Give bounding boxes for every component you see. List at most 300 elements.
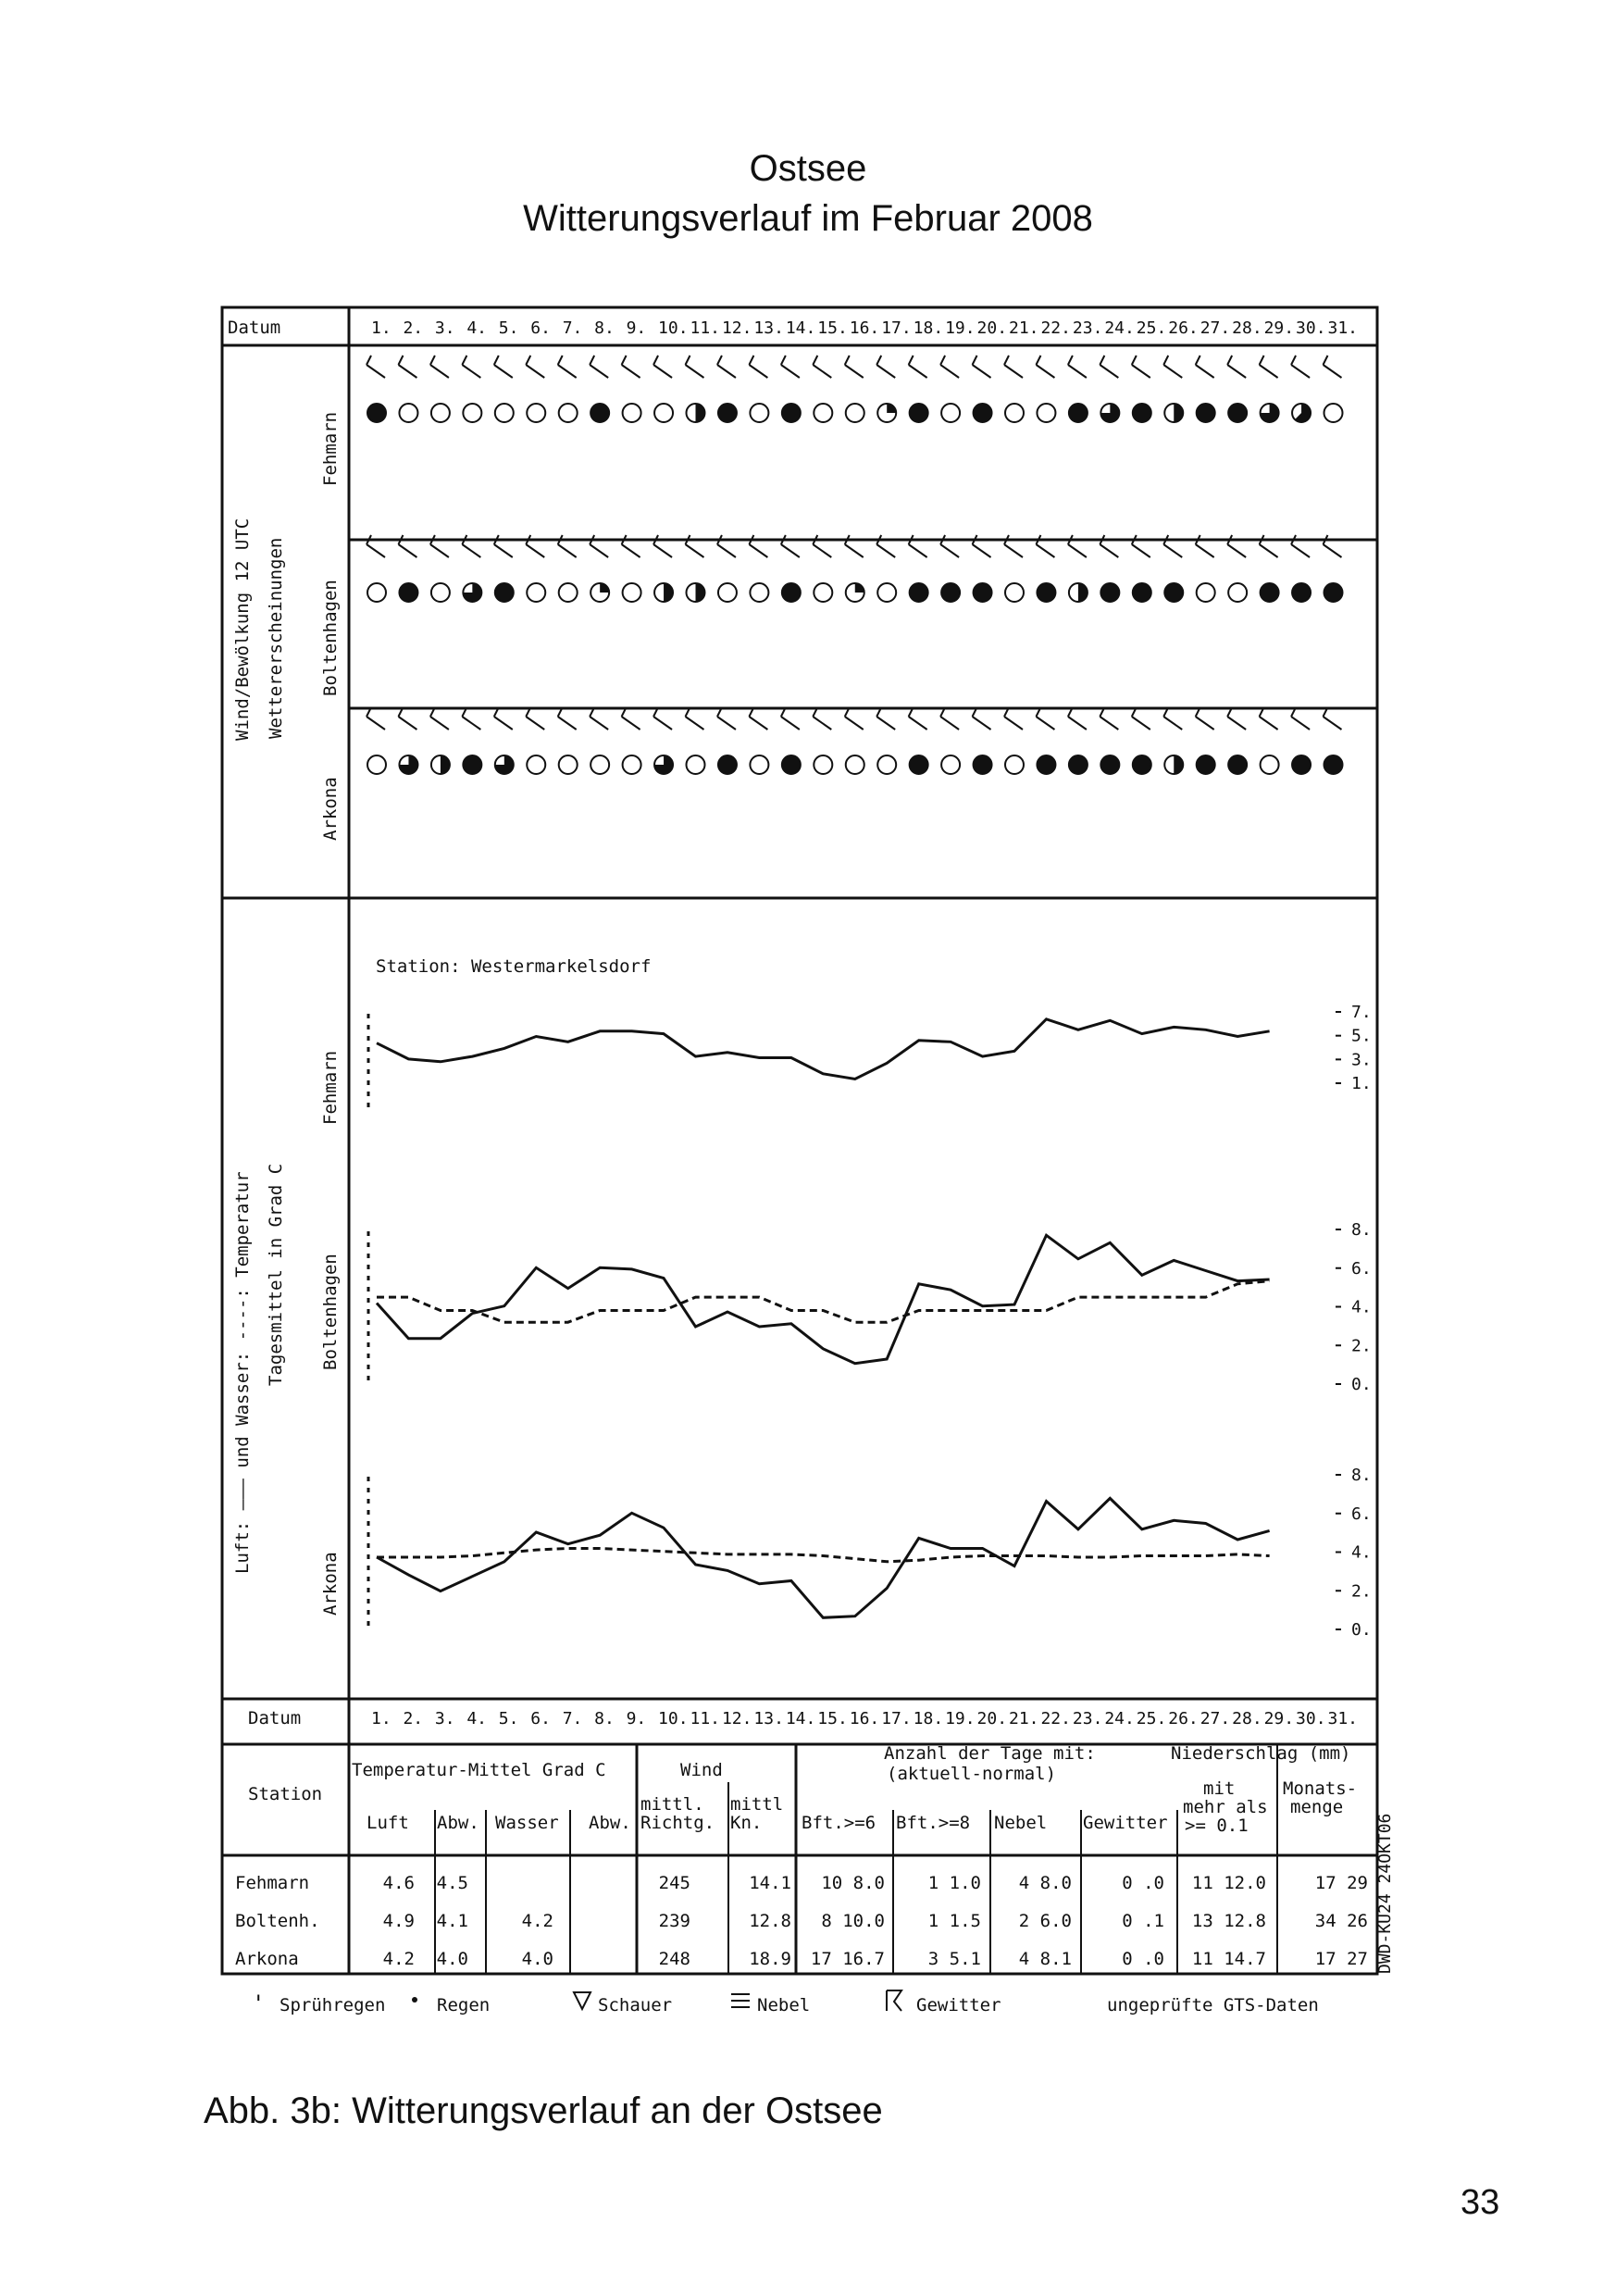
day-label: 30. (1296, 318, 1326, 338)
day-label: 17. (881, 1709, 912, 1728)
day-label: 15. (817, 318, 848, 338)
day-label: 17. (881, 318, 912, 338)
fog-symbol-icon (731, 1994, 750, 2007)
cloud-cover-icon (623, 404, 641, 422)
wind-barb-icon (781, 707, 800, 730)
wind-barb-icon (622, 707, 640, 730)
day-label: 19. (945, 318, 976, 338)
wind-barb-icon (1163, 356, 1182, 378)
group-days-2: (aktuell-normal) (887, 1764, 1057, 1784)
day-label: 5. (498, 1709, 519, 1728)
cloud-cover-icon (1005, 583, 1024, 602)
cloud-cover-icon (750, 755, 768, 774)
day-label: 12. (721, 1709, 752, 1728)
cell-station: Fehmarn (235, 1873, 310, 1893)
day-label: 26. (1168, 318, 1199, 338)
wind-barb-icon (1324, 356, 1342, 378)
cloud-cover-icon (1324, 755, 1343, 774)
cloud-cover-icon (877, 583, 896, 602)
cloud-cover-icon (687, 583, 705, 602)
cloud-cover-icon (431, 404, 450, 422)
legend-spruehregen: Sprühregen (280, 1995, 386, 2015)
wind-barb-icon (1291, 707, 1310, 730)
day-label: 22. (1040, 318, 1071, 338)
day-label: 13. (753, 318, 784, 338)
day-label: 23. (1072, 1709, 1103, 1728)
figure-caption: Abb. 3b: Witterungsverlauf an der Ostsee (204, 2090, 883, 2131)
cloud-cover-icon (495, 583, 514, 602)
wind-barb-icon (558, 707, 577, 730)
day-label: 20. (976, 1709, 1008, 1728)
cloud-cover-icon (1100, 583, 1119, 602)
day-label: 21. (1009, 1709, 1039, 1728)
cloud-cover-icon (559, 755, 578, 774)
wind-barb-icon (1163, 707, 1182, 730)
cloud-cover-icon (1292, 404, 1311, 422)
cloud-cover-icon (782, 755, 801, 774)
temp-section-label: Luft: ——— und Wasser: ----: Temperatur (232, 1171, 253, 1574)
day-label: 22. (1040, 1709, 1071, 1728)
wind-barb-icon (1036, 356, 1054, 378)
cloud-cover-icon (814, 404, 832, 422)
cloud-cover-icon (1292, 583, 1311, 602)
day-label: 7. (562, 1709, 583, 1728)
wind-barb-icon (940, 707, 959, 730)
y-tick-label: 5. (1351, 1026, 1372, 1046)
cloud-cover-icon (941, 404, 960, 422)
cloud-cover-icon (974, 404, 992, 422)
wind-barb-icon (1196, 707, 1214, 730)
temp-section-sublabel: Tagesmittel in Grad C (266, 1163, 286, 1386)
cloud-cover-icon (367, 404, 386, 422)
wind-barb-icon (973, 356, 991, 378)
cloud-cover-icon (399, 404, 417, 422)
cloud-cover-icon (463, 755, 481, 774)
cloud-cover-icon (718, 755, 737, 774)
wind-barb-icon (462, 356, 480, 378)
cell-richtg: 245 (658, 1873, 690, 1893)
day-label: 4. (466, 318, 488, 338)
cloud-cover-icon (590, 755, 609, 774)
chart-subtitle: Witterungsverlauf im Februar 2008 (523, 198, 1093, 239)
wind-barb-icon (367, 356, 385, 378)
cell-luft: 4.2 (382, 1949, 415, 1969)
cloud-cover-icon (431, 755, 450, 774)
wind-barb-icon (813, 356, 831, 378)
day-label: 29. (1263, 318, 1295, 338)
wind-barb-icon (653, 707, 672, 730)
cloud-cover-icon (431, 583, 450, 602)
sub-gewitter: Gewitter (1083, 1813, 1168, 1833)
wind-barb-icon (1068, 707, 1087, 730)
day-label: 6. (530, 318, 551, 338)
legend-gewitter: Gewitter (916, 1995, 1001, 2015)
wind-section-sublabel: Wettererscheinungen (266, 537, 286, 739)
datum-label-bottom: Datum (248, 1708, 302, 1728)
wind-barb-icon (876, 356, 895, 378)
day-label: 29. (1263, 1709, 1295, 1728)
cloud-cover-icon (654, 755, 673, 774)
cloud-cover-icon (941, 583, 960, 602)
sub-richtg-1: mittl. (640, 1794, 704, 1815)
cloud-cover-icon (527, 583, 545, 602)
cloud-cover-icon (1261, 755, 1279, 774)
cloud-cover-icon (495, 755, 514, 774)
cloud-cover-icon (1100, 404, 1119, 422)
cell-mit: 13 12.8 (1191, 1911, 1266, 1931)
series-line-luft (377, 1235, 1270, 1363)
cloud-cover-icon (877, 755, 896, 774)
temp-station-boltenhagen: Boltenhagen (320, 1254, 341, 1370)
day-label: 30. (1296, 1709, 1326, 1728)
cloud-cover-icon (750, 404, 768, 422)
cloud-cover-icon (1197, 583, 1215, 602)
y-tick-label: 6. (1351, 1504, 1372, 1524)
y-tick-label: 7. (1351, 1003, 1372, 1022)
cell-mit: 11 14.7 (1191, 1949, 1266, 1969)
cloud-cover-icon (1324, 583, 1343, 602)
day-label: 2. (403, 1709, 424, 1728)
cell-bft8: 1 1.0 (927, 1873, 981, 1893)
wind-barb-icon (1004, 707, 1023, 730)
legend-schauer: Schauer (598, 1995, 673, 2015)
cell-mit: 11 12.0 (1191, 1873, 1266, 1893)
cell-station: Boltenh. (235, 1911, 320, 1931)
day-label: 23. (1072, 318, 1103, 338)
wind-barb-icon (1227, 707, 1246, 730)
wind-barb-icon (940, 356, 959, 378)
day-label: 20. (976, 318, 1008, 338)
cloud-cover-icon (1005, 755, 1024, 774)
day-label: 19. (945, 1709, 976, 1728)
sub-mit-3: >= 0.1 (1185, 1816, 1249, 1836)
cell-kn: 12.8 (749, 1911, 791, 1931)
cloud-cover-icon (750, 583, 768, 602)
upper-frame (222, 307, 1377, 1744)
group-temp: Temperatur-Mittel Grad C (352, 1760, 606, 1780)
day-label: 10. (658, 1709, 689, 1728)
wind-barb-icon (1260, 707, 1278, 730)
wind-barb-icon (686, 707, 704, 730)
cloud-cover-icon (623, 583, 641, 602)
cloud-cover-icon (399, 583, 417, 602)
wind-barb-icon (494, 707, 513, 730)
y-tick-label: 4. (1351, 1297, 1372, 1317)
day-label: 18. (913, 318, 944, 338)
day-label: 31. (1327, 318, 1359, 338)
day-label: 26. (1168, 1709, 1199, 1728)
sub-monats-1: Monats- (1283, 1778, 1358, 1799)
y-tick-label: 4. (1351, 1542, 1372, 1563)
wind-barb-icon (749, 356, 767, 378)
cloud-cover-icon (1069, 583, 1088, 602)
cloud-cover-icon (941, 755, 960, 774)
wind-barb-icon (462, 707, 480, 730)
sub-mit-2: mehr als (1183, 1797, 1268, 1817)
wind-barb-icon (781, 356, 800, 378)
day-label: 9. (626, 318, 647, 338)
cell-bft6: 10 8.0 (821, 1873, 885, 1893)
wind-barb-icon (686, 356, 704, 378)
wind-barb-icon (1196, 356, 1214, 378)
day-label: 11. (690, 318, 721, 338)
station-note: Station: Westermarkelsdorf (376, 956, 652, 977)
group-days-1: Anzahl der Tage mit: (884, 1743, 1096, 1764)
wind-barb-icon (909, 356, 927, 378)
cell-wasser: 4.0 (521, 1949, 553, 1969)
wind-barb-icon (1132, 707, 1150, 730)
cloud-cover-icon (654, 404, 673, 422)
wind-barb-icon (749, 707, 767, 730)
cloud-cover-icon (846, 583, 864, 602)
cell-richtg: 239 (658, 1911, 690, 1931)
cloud-cover-icon (877, 404, 896, 422)
cloud-cover-icon (846, 755, 864, 774)
wind-barb-icon (1132, 356, 1150, 378)
cell-bft6: 8 10.0 (821, 1911, 885, 1931)
wind-barb-icon (1291, 356, 1310, 378)
cloud-cover-icon (1133, 583, 1151, 602)
day-label: 3. (434, 318, 455, 338)
cell-bft6: 17 16.7 (810, 1949, 885, 1969)
legend-nebel: Nebel (757, 1995, 811, 2015)
cloud-cover-icon (623, 755, 641, 774)
wind-barb-icon (717, 707, 736, 730)
day-label: 9. (626, 1709, 647, 1728)
wind-barb-icon (845, 356, 864, 378)
day-label: 28. (1232, 1709, 1262, 1728)
day-label: 16. (849, 318, 880, 338)
cloud-cover-icon (1133, 404, 1151, 422)
wind-barb-icon (590, 356, 608, 378)
cell-abw: 4.1 (436, 1911, 468, 1931)
cloud-cover-icon (590, 404, 609, 422)
cell-luft: 4.6 (382, 1873, 415, 1893)
cloud-cover-icon (910, 404, 928, 422)
day-label: 25. (1136, 1709, 1167, 1728)
cell-gewitter: 0 .0 (1122, 1873, 1164, 1893)
day-label: 11. (690, 1709, 721, 1728)
wind-barb-icon (430, 356, 449, 378)
cloud-cover-icon (367, 583, 386, 602)
wind-barb-icon (1260, 356, 1278, 378)
wind-barb-icon (526, 356, 544, 378)
day-label: 27. (1200, 1709, 1231, 1728)
day-label: 2. (403, 318, 424, 338)
cloud-cover-icon (687, 755, 705, 774)
cloud-cover-icon (1197, 404, 1215, 422)
day-label: 3. (434, 1709, 455, 1728)
datum-label-top: Datum (228, 318, 281, 338)
y-tick-label: 8. (1351, 1466, 1372, 1485)
cloud-cover-icon (1069, 404, 1088, 422)
sub-nebel: Nebel (994, 1813, 1048, 1833)
day-label: 7. (562, 318, 583, 338)
day-label: 8. (594, 1709, 615, 1728)
cloud-cover-icon (1164, 755, 1183, 774)
wind-barb-icon (1036, 707, 1054, 730)
day-label: 12. (721, 318, 752, 338)
cloud-cover-icon (463, 404, 481, 422)
y-tick-label: 2. (1351, 1336, 1372, 1356)
sub-kn-1: mittl (730, 1794, 784, 1815)
day-label: 10. (658, 318, 689, 338)
wind-barb-icon (622, 356, 640, 378)
wind-barb-icon (909, 707, 927, 730)
cloud-cover-icon (687, 404, 705, 422)
day-label: 24. (1104, 318, 1135, 338)
wind-barb-icon (1227, 356, 1246, 378)
cell-nebel: 2 6.0 (1018, 1911, 1072, 1931)
cloud-cover-icon (910, 583, 928, 602)
wind-station-arkona: Arkona (320, 777, 341, 841)
cloud-cover-icon (1197, 755, 1215, 774)
cell-bft8: 1 1.5 (927, 1911, 981, 1931)
cell-nebel: 4 8.0 (1018, 1873, 1072, 1893)
sub-bft6: Bft.>=6 (802, 1813, 876, 1833)
wind-barb-icon (1100, 707, 1118, 730)
wind-station-fehmarn: Fehmarn (320, 411, 341, 486)
sub-kn-2: Kn. (730, 1813, 763, 1833)
cloud-cover-icon (1037, 755, 1055, 774)
cell-kn: 18.9 (749, 1949, 791, 1969)
cloud-cover-icon (718, 404, 737, 422)
legend (252, 1990, 1319, 2016)
cloud-cover-icon (1037, 404, 1055, 422)
sub-richtg-2: Richtg. (640, 1813, 715, 1833)
cloud-cover-icon (910, 755, 928, 774)
day-label: 21. (1009, 318, 1039, 338)
cell-station: Arkona (235, 1949, 299, 1969)
y-tick-label: 8. (1351, 1220, 1372, 1240)
sub-luft: Luft (367, 1813, 409, 1833)
day-labels-top (371, 318, 1358, 338)
cell-nebel: 4 8.1 (1018, 1949, 1072, 1969)
series-line-luft (377, 1019, 1270, 1079)
cloud-cover-icon (1261, 583, 1279, 602)
cloud-cover-icon (718, 583, 737, 602)
cell-menge: 34 26 (1314, 1911, 1368, 1931)
wind-barb-icon (558, 356, 577, 378)
cloud-cover-icon (1228, 583, 1247, 602)
cloud-cover-icon (1324, 404, 1343, 422)
cell-luft: 4.9 (382, 1911, 415, 1931)
wind-barb-icon (973, 707, 991, 730)
wind-barb-icon (494, 356, 513, 378)
summary-rows (235, 1873, 1368, 1969)
shower-symbol-icon (574, 1992, 590, 2009)
rain-symbol-icon (412, 1997, 417, 2003)
y-tick-label: 0. (1351, 1620, 1372, 1640)
cell-gewitter: 0 .1 (1122, 1911, 1164, 1931)
day-label: 24. (1104, 1709, 1135, 1728)
thunderstorm-symbol-icon (887, 1990, 901, 2011)
cloud-cover-icon (1100, 755, 1119, 774)
side-code: DWD-KU24 24OKT06 (1375, 1813, 1395, 1974)
cell-wasser: 4.2 (521, 1911, 553, 1931)
cloud-cover-icon (974, 755, 992, 774)
sub-monats-2: menge (1290, 1797, 1344, 1817)
sub-mit-1: mit (1203, 1778, 1236, 1799)
temp-station-fehmarn: Fehmarn (320, 1050, 341, 1125)
cloud-cover-icon (399, 755, 417, 774)
y-tick-label: 0. (1351, 1375, 1372, 1394)
sub-wasser: Wasser (495, 1813, 559, 1833)
wind-barb-icon (398, 356, 416, 378)
day-label: 4. (466, 1709, 488, 1728)
wind-barb-icon (1068, 356, 1087, 378)
wind-barb-icon (590, 707, 608, 730)
cell-abw: 4.0 (436, 1949, 468, 1969)
cloud-cover-icon (527, 404, 545, 422)
cloud-cover-icon (463, 583, 481, 602)
day-label: 28. (1232, 318, 1262, 338)
col-station: Station (248, 1784, 323, 1804)
cloud-cover-icon (974, 583, 992, 602)
cloud-cover-icon (1005, 404, 1024, 422)
series-line-wasser (377, 1281, 1270, 1323)
cell-bft8: 3 5.1 (927, 1949, 981, 1969)
day-label: 8. (594, 318, 615, 338)
group-wind: Wind (680, 1760, 723, 1780)
cloud-cover-icon (814, 755, 832, 774)
y-tick-label: 2. (1351, 1581, 1372, 1602)
cloud-cover-icon (559, 583, 578, 602)
wind-barb-icon (526, 707, 544, 730)
series-line-luft (377, 1498, 1270, 1617)
day-label: 1. (371, 1709, 392, 1728)
wind-barb-icon (430, 707, 449, 730)
wind-barb-icon (813, 707, 831, 730)
sub-abw: Abw. (437, 1813, 479, 1833)
wind-barb-icon (845, 707, 864, 730)
day-label: 5. (498, 318, 519, 338)
cloud-cover-icon (782, 404, 801, 422)
day-label: 13. (753, 1709, 784, 1728)
y-tick-label: 3. (1351, 1050, 1372, 1070)
wind-section-label: Wind/Bewölkung 12 UTC (232, 518, 253, 741)
day-labels-bottom (371, 1709, 1358, 1728)
y-tick-label: 1. (1351, 1074, 1372, 1094)
cloud-cover-icon (846, 404, 864, 422)
wind-rows (367, 356, 1343, 774)
wind-barb-icon (1324, 707, 1342, 730)
day-label: 14. (785, 1709, 816, 1728)
cell-gewitter: 0 .0 (1122, 1949, 1164, 1969)
temp-station-arkona: Arkona (320, 1552, 341, 1616)
cell-menge: 17 27 (1314, 1949, 1368, 1969)
day-label: 14. (785, 318, 816, 338)
wind-barb-icon (1004, 356, 1023, 378)
cloud-cover-icon (654, 583, 673, 602)
day-label: 6. (530, 1709, 551, 1728)
day-label: 18. (913, 1709, 944, 1728)
cell-abw: 4.5 (436, 1873, 468, 1893)
cloud-cover-icon (1069, 755, 1088, 774)
cloud-cover-icon (1164, 404, 1183, 422)
wind-barb-icon (398, 707, 416, 730)
cell-richtg: 248 (658, 1949, 690, 1969)
day-label: 27. (1200, 318, 1231, 338)
cloud-cover-icon (1228, 404, 1247, 422)
day-label: 16. (849, 1709, 880, 1728)
page-number: 33 (1461, 2183, 1500, 2222)
day-label: 15. (817, 1709, 848, 1728)
wind-barb-icon (653, 356, 672, 378)
wind-station-boltenhagen: Boltenhagen (320, 580, 341, 696)
cloud-cover-icon (1037, 583, 1055, 602)
wind-barb-icon (1100, 356, 1118, 378)
